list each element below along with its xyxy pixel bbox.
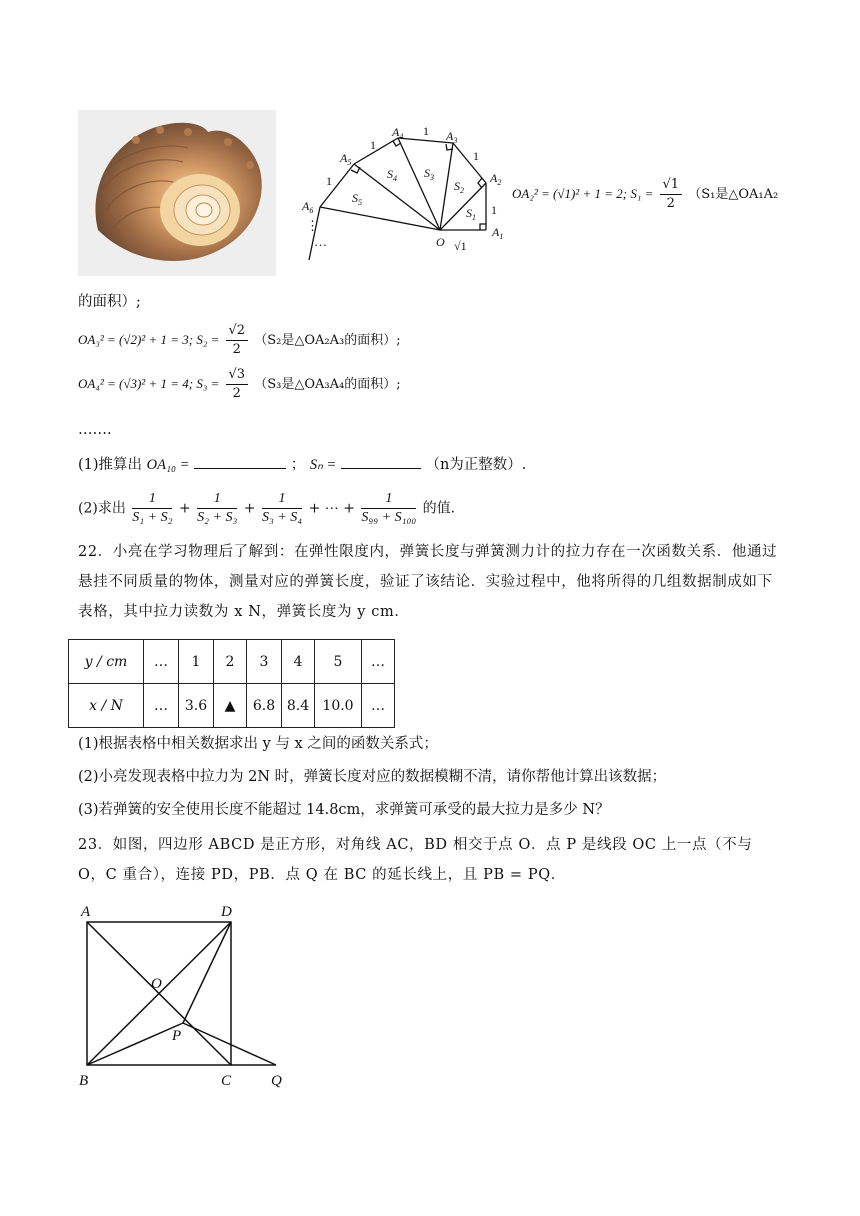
spiral-diagram	[296, 120, 510, 270]
q2-term-3: $\frac{1}{\text{S₃ + S₄}}$	[261, 491, 303, 525]
label-A4: $A_4$	[392, 125, 404, 141]
answer-blank-sn[interactable]	[341, 454, 421, 469]
formula-3-frac: $\frac{√3}{2}$	[226, 366, 249, 403]
q2-term-last: $\frac{1}{\text{S₉₉ + S₁₀₀}}$	[361, 491, 417, 525]
label-S1: $S_1$	[466, 206, 476, 222]
label-S3: $S_3$	[424, 166, 434, 182]
ellipsis-line: …….	[78, 422, 112, 438]
seashell-photo	[78, 110, 276, 276]
formula-3	[78, 366, 401, 403]
label-A2: $A_2$	[490, 171, 502, 187]
label-A3: $A_3$	[446, 129, 458, 145]
q2-term-2: $\frac{1}{\text{S₂ + S₃}}$	[197, 491, 238, 525]
problem-22-text: 22．小亮在学习物理后了解到：在弹性限度内，弹簧长度与弹簧测力计的拉力存在一次函数关系．他通过悬挂不同质量的物体，测量对应的弹簧长度，验证了该结论．实验过程中，他将所得的几组数据制成如下表格，其中拉力读数为 x N，弹簧长度为 y cm．	[78, 544, 778, 620]
formula-2-note: （S₂是△OA₂A₃的面积）;	[254, 333, 401, 348]
label-S5: $S_5$	[352, 191, 362, 207]
formula-1	[512, 176, 778, 213]
question-2: (2)求出 $\frac{1}{\text{S₁ + S₂}}$ + $\frac{1}{\text{S₂ + S₃}}$ + $\frac{1}{\text{S₃ + S₄}}$ + ⋯ + $\frac{1}{\text{S₉₉ + S₁₀₀}}$ 的值.	[78, 491, 456, 525]
table-row-y: y / cm … 1 2 3 4 5 …	[69, 640, 395, 684]
formula-1-note: （S₁是△OA₁A₂	[688, 187, 779, 202]
table-row-x: x / N … 3.6 ▲ 6.8 8.4 10.0 …	[69, 684, 395, 728]
label-O: O	[436, 235, 445, 249]
square-figure	[76, 900, 296, 1095]
label-ellipsis: …	[314, 234, 327, 249]
label-one-3: 1	[423, 124, 429, 138]
label-A6: $A_6$	[302, 199, 314, 215]
label-A1: $A_1$	[492, 225, 504, 241]
square-label-Q: Q	[271, 1073, 282, 1089]
square-label-B: B	[79, 1073, 89, 1089]
square-label-O: O	[151, 976, 162, 992]
square-label-C: C	[221, 1073, 232, 1089]
formula-1-cont: 的面积）;	[78, 294, 141, 310]
label-A5: $A_5$	[340, 151, 352, 167]
formula-3-note: （S₃是△OA₃A₄的面积）;	[254, 377, 401, 392]
formula-2	[78, 322, 401, 359]
square-label-A: A	[81, 904, 91, 920]
formula-2-frac: $\frac{√2}{2}$	[226, 322, 249, 359]
problem-23-text: 23．如图，四边形 ABCD 是正方形，对角线 AC，BD 相交于点 O．点 P 是线段 OC 上一点（不与 O，C 重合），连接 PD，PB．点 Q 在 BC 的延长线上，且 PB = PQ．	[78, 837, 753, 883]
answer-blank-oa10[interactable]	[194, 454, 286, 469]
label-sqrt1: √1	[454, 239, 467, 253]
label-one-1: 1	[491, 203, 497, 217]
formula-1-frac: $\frac{√1}{2}$	[660, 176, 683, 213]
problem-22-q3: (3)若弹簧的安全使用长度不能超过 14.8cm，求弹簧可承受的最大拉力是多少 N？	[78, 802, 610, 818]
label-dots: ⋮	[306, 218, 319, 233]
problem-22-q2: (2)小亮发现表格中拉力为 2N 时，弹簧长度对应的数据模糊不清，请你帮他计算出该数据；	[78, 769, 667, 785]
label-one-5: 1	[326, 174, 332, 188]
q2-term-1: $\frac{1}{\text{S₁ + S₂}}$	[132, 491, 173, 525]
label-S2: $S_2$	[454, 179, 464, 195]
square-label-D: D	[221, 904, 232, 920]
label-S4: $S_4$	[387, 167, 397, 183]
problem-22-q1: (1)根据表格中相关数据求出 y 与 x 之间的函数关系式；	[78, 736, 438, 752]
question-1: (1)推算出 OA₁₀ = ； Sₙ = （n为正整数）.	[78, 454, 526, 475]
formula-3-lhs: OA₄² = (√3)² + 1 = 4; S₃ =	[78, 376, 220, 391]
square-label-P: P	[172, 1028, 182, 1044]
label-one-4: 1	[370, 138, 376, 152]
label-one-2: 1	[473, 149, 479, 163]
formula-1-lhs: OA₂² = (√1)² + 1 = 2; S₁ =	[512, 186, 654, 201]
formula-2-lhs: OA₃² = (√2)² + 1 = 3; S₂ =	[78, 332, 220, 347]
data-table	[68, 639, 395, 728]
